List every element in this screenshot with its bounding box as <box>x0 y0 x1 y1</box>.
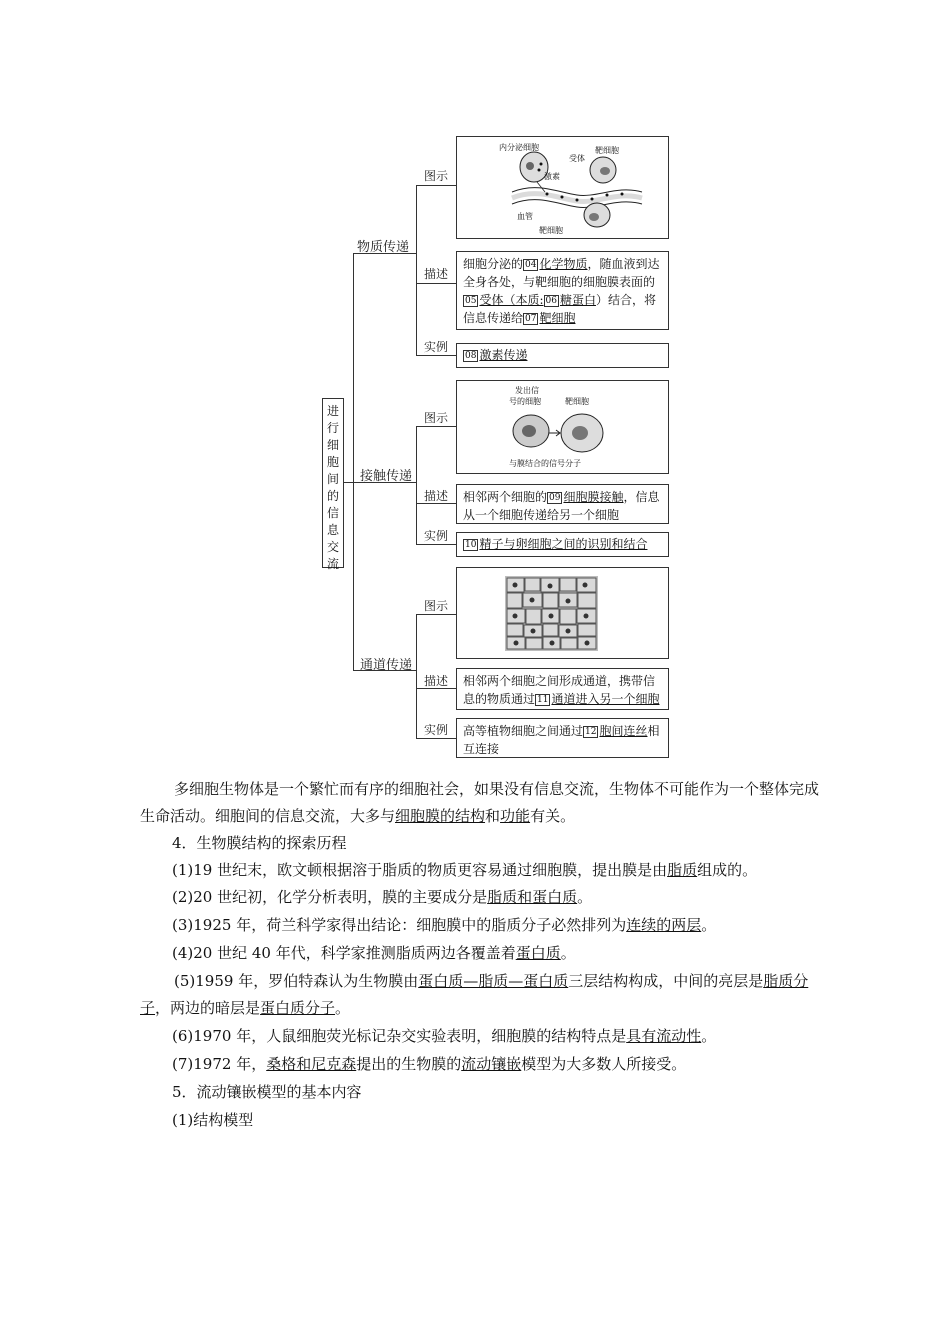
history-item-4 <box>172 940 576 967</box>
answer-text: 桑格和尼克森 <box>266 1055 357 1073</box>
figure-box-hormone <box>456 136 669 239</box>
desc-text: 高等植物细胞之间通过 <box>463 724 584 738</box>
connector <box>353 253 354 671</box>
text: (7)1972 年， <box>172 1055 267 1073</box>
label-description: 描述 <box>424 489 449 503</box>
answer-text: 脂质 <box>667 861 698 879</box>
label-example: 实例 <box>424 529 449 543</box>
fig-label-sender-1: 发出信 <box>515 386 539 395</box>
answer-text: 受体（本质: <box>479 293 544 307</box>
desc-text: 细胞分泌的 <box>463 257 524 271</box>
answer-text: 蛋白质分子 <box>260 999 336 1017</box>
example-channel <box>456 718 669 758</box>
text: 多细胞生物体是一个繁忙而有序的细胞社会，如果没有信息交流，生物体不可能作为一个整体完成生命活动。细胞间的信息交流，大多与 <box>140 780 820 825</box>
answer-text: 细胞膜的结构 <box>395 807 486 825</box>
text: 和 <box>485 807 501 825</box>
text: (3)1925 年，荷兰科学家得出结论：细胞膜中的脂质分子必然排列为 <box>172 916 627 934</box>
connector <box>416 544 456 545</box>
text: 。 <box>701 916 717 934</box>
fig-label-vessel: 血管 <box>517 212 533 221</box>
connector <box>416 614 417 739</box>
connector <box>416 185 456 186</box>
text: (1)19 世纪末，欧文顿根据溶于脂质的物质更容易通过细胞膜，提出膜是由 <box>172 861 668 879</box>
text: (5)1959 年，罗伯特森认为生物膜由 <box>174 972 419 990</box>
answer-text: 蛋白质—脂质—蛋白质 <box>418 972 569 990</box>
blank-number: 05 <box>465 296 477 306</box>
fig-label-target: 靶细胞 <box>565 397 589 406</box>
fig-label-sender-2: 号的细胞 <box>509 397 541 406</box>
text: 。 <box>701 1027 717 1045</box>
history-item-1 <box>172 857 757 884</box>
fig-label-endocrine: 内分泌细胞 <box>499 143 539 152</box>
text: ，两边的暗层是 <box>155 999 261 1017</box>
desc-text: 相邻两个细胞之间形成通道，携带信息的物质通过 <box>463 674 656 706</box>
section-heading-4: 4．生物膜结构的探索历程 <box>172 834 347 852</box>
fig-label-target-1: 靶细胞 <box>595 146 619 155</box>
contact-transfer-illustration <box>457 381 668 473</box>
answer-text: 具有流动性 <box>626 1027 702 1045</box>
description-contact <box>456 484 669 524</box>
connector <box>416 426 456 427</box>
answer-text: 糖蛋白 <box>559 293 596 307</box>
example-material <box>456 343 669 368</box>
text: 有关。 <box>530 807 576 825</box>
text: 。 <box>335 999 351 1017</box>
answer-text: 化学物质 <box>539 257 588 271</box>
blank-number: 06 <box>545 296 557 306</box>
blank-number: 07 <box>525 314 537 324</box>
label-description: 描述 <box>424 267 449 281</box>
desc-text: ，信息从一个细胞传递给另一个细胞 <box>463 490 660 522</box>
figure-box-channel <box>456 567 669 659</box>
history-item-2 <box>172 884 592 911</box>
answer-text: 功能 <box>500 807 531 825</box>
section-heading-5: 5．流动镶嵌模型的基本内容 <box>172 1083 362 1101</box>
answer-text: 通道进入另一个细胞 <box>551 692 660 706</box>
text: 组成的。 <box>697 861 758 879</box>
blank-number: 12 <box>585 727 597 737</box>
label-figure: 图示 <box>424 599 449 613</box>
history-item-3 <box>172 912 716 939</box>
hormone-transport-illustration <box>457 137 668 238</box>
connector <box>416 738 456 739</box>
fig-label-target-2: 靶细胞 <box>539 226 563 235</box>
text: 模型为大多数人所接受。 <box>521 1055 687 1073</box>
answer-text: 细胞膜接触 <box>563 490 624 504</box>
answer-text: 激素传递 <box>479 348 528 362</box>
text: 三层结构构成，中间的亮层是 <box>568 972 764 990</box>
answer-text: 连续的两层 <box>626 916 702 934</box>
branch-title-contact: 接触传递 <box>360 469 413 484</box>
connector <box>416 283 456 284</box>
text: 。 <box>560 944 576 962</box>
text: 。 <box>577 888 593 906</box>
paragraph-intro <box>140 776 820 830</box>
branch-title-channel: 通道传递 <box>360 658 413 673</box>
blank-number: 08 <box>465 351 477 361</box>
connector <box>416 426 417 545</box>
figure-box-contact <box>456 380 669 474</box>
answer-text: 精子与卵细胞之间的识别和结合 <box>479 537 648 551</box>
description-material <box>456 251 669 330</box>
answer-text: 脂质分子 <box>140 972 809 1017</box>
label-figure: 图示 <box>424 169 449 183</box>
desc-text: ）结合，将信息传递给 <box>463 293 656 325</box>
root-label: 进行细胞间的信息交流 <box>322 398 344 568</box>
answer-text: 脂质和蛋白质 <box>487 888 578 906</box>
example-contact <box>456 532 669 557</box>
history-item-7 <box>172 1051 686 1078</box>
answer-text: 蛋白质 <box>515 944 561 962</box>
branch-title-material: 物质传递 <box>357 240 410 255</box>
text: (2)20 世纪初，化学分析表明，膜的主要成分是 <box>172 888 488 906</box>
label-figure: 图示 <box>424 411 449 425</box>
blank-number: 04 <box>525 260 537 270</box>
description-channel <box>456 668 669 710</box>
text: (4)20 世纪 40 年代，科学家推测脂质两边各覆盖着 <box>172 944 516 962</box>
connector <box>416 355 456 356</box>
answer-text: 流动镶嵌 <box>461 1055 522 1073</box>
desc-text: ，随血液到达全身各处，与靶细胞的细胞膜表面的 <box>463 257 660 289</box>
subsection-structure-model: (1)结构模型 <box>172 1111 254 1129</box>
text: 提出的生物膜的 <box>356 1055 462 1073</box>
text: (6)1970 年，人鼠细胞荧光标记杂交实验表明，细胞膜的结构特点是 <box>172 1027 627 1045</box>
history-item-6 <box>172 1023 716 1050</box>
answer-text: 靶细胞 <box>539 311 576 325</box>
desc-text: 相互连接 <box>463 724 660 756</box>
fig-label-hormone: 激素 <box>544 172 560 181</box>
answer-text: 胞间连丝 <box>599 724 648 738</box>
connector <box>416 614 456 615</box>
desc-text: 相邻两个细胞的 <box>463 490 548 504</box>
plant-cell-micrograph <box>457 568 668 658</box>
blank-number: 10 <box>465 540 477 550</box>
connector <box>416 185 417 356</box>
history-item-5 <box>140 968 820 1022</box>
fig-label-molecule: 与膜结合的信号分子 <box>509 459 581 468</box>
blank-number: 09 <box>549 493 561 503</box>
label-description: 描述 <box>424 674 449 688</box>
blank-number: 11 <box>537 695 549 705</box>
label-example: 实例 <box>424 340 449 354</box>
label-example: 实例 <box>424 723 449 737</box>
fig-label-receptor: 受体 <box>569 154 585 163</box>
